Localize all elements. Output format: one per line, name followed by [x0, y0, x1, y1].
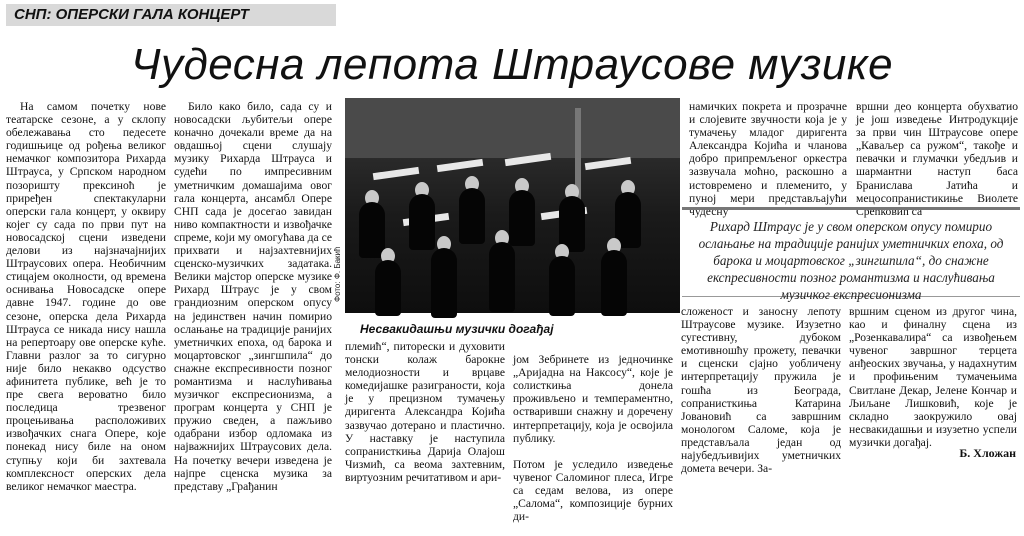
photo-credit: Фото: Ф. Бакић: [333, 246, 342, 302]
column-2-text: Било како било, сада су и новосадски љубитељи опере коначно дочекали време да на овдашњој сцени слушају музику Рихарда Штрауса и судећи по импресивним уметничким домашајима овог гала концерта, ансамбл Опере СНП сада је досегао завидан ниво компактности и извођачке спреме, који му омогућава да се прихвати и најзахтевнијих сценско-музичких задатака. Велики мајстор оперске музике Рихард Штраус је у свом грандиозним оперском опусу на јединствен начин помирио ослањање на традиције ранијих уметничких епоха, од барока и моцартовског „зингшпила“ до снажне експресивности позног романтизма и наслућивања музичког експресионизма, а програм концерта у СНП је пружио сведен, а пажљиво одабрани избор одломака из најважнијих Штраусових дела. На почетку вечери изведена је најпре сценска музика за представу „Грађанин: [174, 100, 332, 493]
section-kicker: СНП: ОПЕРСКИ ГАЛА КОНЦЕРТ: [6, 4, 336, 26]
article-headline: Чудесна лепота Штраусове музике: [130, 40, 894, 89]
article-column-1: [6, 100, 166, 493]
article-column-2: [174, 100, 332, 493]
photo-caption: Несвакидашњи музички догађај: [360, 322, 554, 336]
column-5-bottom-text: сложеност и заносну лепоту Штраусове музике. Изузетно сугестивну, дубоком емотивношћу прожету, певачки и сценски сјајно уобличену интерпретацију пружила је гошћа из Београда, сопранисткиња Катарина Јовановић са завршним монологом Саломе, која је представљала један од најубедљивијих уметничких домета вечери. За-: [681, 305, 841, 476]
author-signature: Б. Хложан: [959, 446, 1016, 460]
column-4-bottom-text: јом Зебринете из једночинке „Аријадна на Наксосу“, које је солисткиња донела проживљено и темпераментно, остваривши снажну и доречену интерпретацију, која је освојила публику. Потом је уследило изведење чувеног Саломиног плеса, Игре са седам велова, из опере „Саломa“, композиције бурних ди-: [513, 353, 673, 524]
column-4-top-text: вршни део концерта обухватио је још изведење Интродукције за први чин Штраусове опере „Кавaљер са ружом“, такође и певачки и глумачки убедљив и шармантни наступ баса Бранислава Јатића и мецосопранистикиње Виолете Срећковић са: [856, 100, 1018, 218]
article-column-6-bottom: [849, 305, 1017, 449]
column-3-top-text: намичких покрета и прозрачне и слојевите звучности која је у тумачењу младог диригента Александра Којића и чланова добро припремљеног оркестра зазвучала мoћно, раскошно а истовремено и племенито, у пуној мери представљајући чудесну: [689, 100, 847, 218]
column-6-bottom-text: вршним сценом из другог чина, као и финалну сцена из „Розенкавалира“ са извођењем чувеног завршног терцета анђеоских звучања, у надахнутим и профињеним тумачењима Свитлане Декар, Јелене Кончар и Љиљане Лишковић, које је складно заокружило овај несвакидашњи и изузетно успели музички догађај.: [849, 305, 1017, 449]
article-column-4-bottom: [513, 340, 673, 524]
article-column-5-bottom: [681, 305, 841, 476]
article-column-4-top: [856, 100, 1018, 218]
article-column-3-bottom: [345, 340, 505, 484]
column-1-text: На самом почетку нове театарске сезоне, а у склопу обележавања сто педесете годишњице од рођења великог немачког композитора Рихарда Штрауса, у Српском народном позоришту прексиноћ је приређен спектакуларни оперски гала концерт, у оквиру којег су сада по први пут на новосадској сцени изведени делови из најзначајнијих Штраусових опера. Необичним стицајем околности, од времена оснивања Новосадске опере давне 1947. године до ове сезоне, оперска дела Рихарда Штрауса се никада нису нашла на репертоару ове оперске куће. Главни разлог за то сигурно није било некакво одсуство афинитета публике, већ је то пре свега вероватно било последица трезвеног процењивања расположивих извођачких снага Опере, које понекад нису биле на оном ступњу који би захтевала комплексност оперских дела великог немачког маестра.: [6, 100, 166, 493]
article-column-3-top: [689, 100, 847, 218]
column-3-bottom-text: племић“, питорески и духовити тонски колаж барокне мелодиозности и врцаве комедијашке разиграности, која је у прецизном тумачењу диригента Александра Којића зазвучао дотерано и пластично. У наставку је наступила сопранисткиња Дарија Олајош Чизмић, са веома захтевним, виртуозним речитативом и ари-: [345, 340, 505, 484]
concert-photo: [345, 98, 680, 313]
pull-quote: Рихард Штраус је у свом оперском опусу помирио ослањање на традиције ранијих уметничких епоха, од барока и моцартовског „зингшпила“, до снажне експресивности позног романтизма и наслућивања музичког експресионизма: [682, 207, 1020, 297]
